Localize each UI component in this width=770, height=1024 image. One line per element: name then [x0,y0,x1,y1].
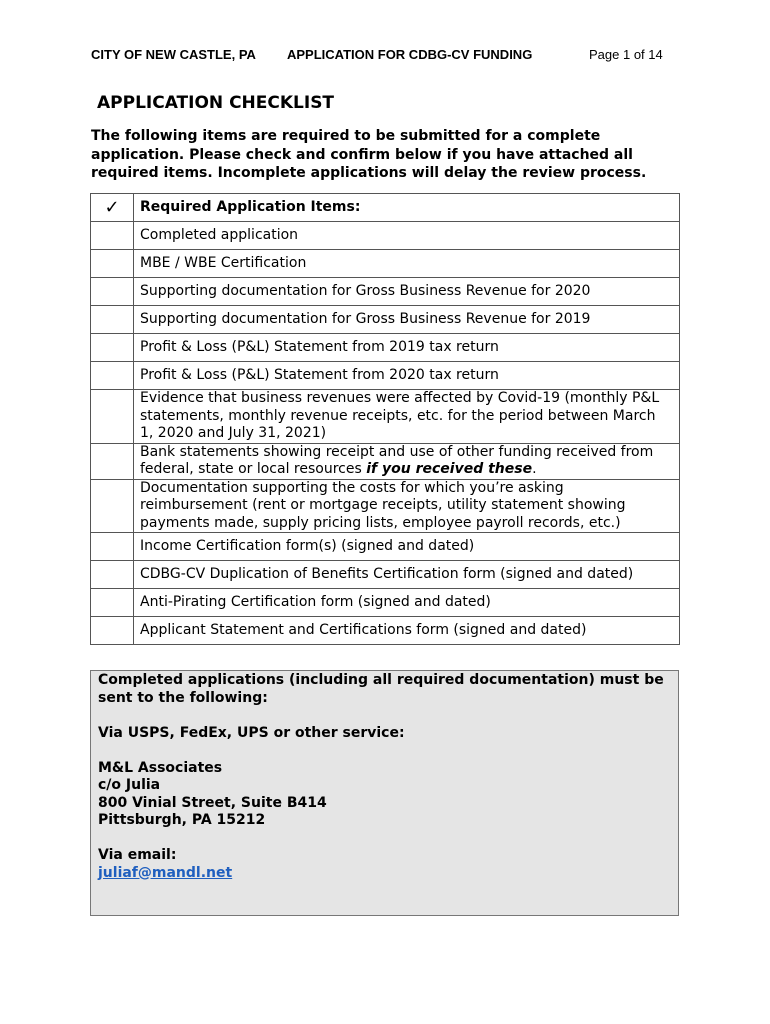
checklist-row [91,390,680,444]
via-email-heading: Via email: [98,847,177,863]
checklist-checkbox[interactable] [91,334,134,362]
submission-intro: Completed applications (including all required documentation) must be sent to the following: [98,672,664,706]
checklist-item-label: Supporting documentation for Gross Business Revenue for 2020 [134,278,680,306]
checklist-row [91,561,680,589]
checklist-row [91,589,680,617]
checklist-item-label: Completed application [134,222,680,250]
checklist-row [91,306,680,334]
checkmark-icon: ✓ [104,196,120,218]
checklist-row [91,443,680,479]
checklist-checkbox[interactable] [91,390,134,444]
checklist-row [91,362,680,390]
checklist-checkbox[interactable] [91,589,134,617]
checklist-item-tail: . [532,461,537,477]
checklist-row [91,479,680,533]
checklist-header-check-cell [91,194,134,222]
email-link[interactable]: juliaf@mandl.net [98,864,233,881]
checklist-header-label: Required Application Items: [134,194,680,222]
checklist-checkbox[interactable] [91,222,134,250]
checklist-checkbox[interactable] [91,561,134,589]
checklist-item-label: MBE / WBE Certification [134,250,680,278]
checklist-item-label [134,443,680,479]
header-page-number: Page 1 of 14 [589,47,663,62]
submission-instructions-box [90,670,679,916]
checklist-row [91,617,680,645]
address-name: M&L Associates [98,759,223,776]
via-service-heading: Via USPS, FedEx, UPS or other service: [98,724,405,741]
checklist-checkbox[interactable] [91,617,134,645]
checklist-checkbox[interactable] [91,443,134,479]
checklist-item-label: CDBG-CV Duplication of Benefits Certification form (signed and dated) [134,561,680,589]
checklist-item-label: Supporting documentation for Gross Business Revenue for 2019 [134,306,680,334]
checklist-checkbox[interactable] [91,533,134,561]
checklist-table [90,193,680,645]
header-application-title: APPLICATION FOR CDBG-CV FUNDING [287,47,533,62]
address-street: 800 Vinial Street, Suite B414 [98,794,327,811]
checklist-item-label: Income Certification form(s) (signed and dated) [134,533,680,561]
checklist-item-label: Evidence that business revenues were affected by Covid-19 (monthly P&L statements, monthly revenue receipts, etc. for the period between March 1, 2020 and July 31, 2021) [134,390,680,444]
checklist-item-label: Profit & Loss (P&L) Statement from 2020 tax return [134,362,680,390]
checklist-row [91,278,680,306]
checklist-row [91,222,680,250]
page-title: APPLICATION CHECKLIST [97,93,335,113]
checklist-checkbox[interactable] [91,306,134,334]
checklist-row [91,533,680,561]
checklist-item-label: Profit & Loss (P&L) Statement from 2019 tax return [134,334,680,362]
address-city: Pittsburgh, PA 15212 [98,812,266,828]
checklist-checkbox[interactable] [91,362,134,390]
header-city: CITY OF NEW CASTLE, PA [91,47,256,62]
checklist-checkbox[interactable] [91,250,134,278]
checklist-item-label: Applicant Statement and Certifications form (signed and dated) [134,617,680,645]
checklist-header-row [91,194,680,222]
address-attention: c/o Julia [98,777,161,793]
checklist-item-text: Bank statements showing receipt and use of other funding received from federal, state or local resources [140,443,654,477]
intro-paragraph: The following items are required to be submitted for a complete application. Please check and confirm below if you have attached all required items. Incomplete applications will delay the review process. [91,128,647,181]
checklist-item-label: Anti-Pirating Certification form (signed and dated) [134,589,680,617]
checklist-row [91,250,680,278]
checklist-checkbox[interactable] [91,278,134,306]
checklist-item-emphasis: if you received these [366,461,533,477]
checklist-row [91,334,680,362]
checklist-item-label: Documentation supporting the costs for which you’re asking reimbursement (rent or mortgage receipts, utility statement showing payments made, supply pricing lists, employee payroll records, etc.) [134,479,680,533]
checklist-checkbox[interactable] [91,479,134,533]
